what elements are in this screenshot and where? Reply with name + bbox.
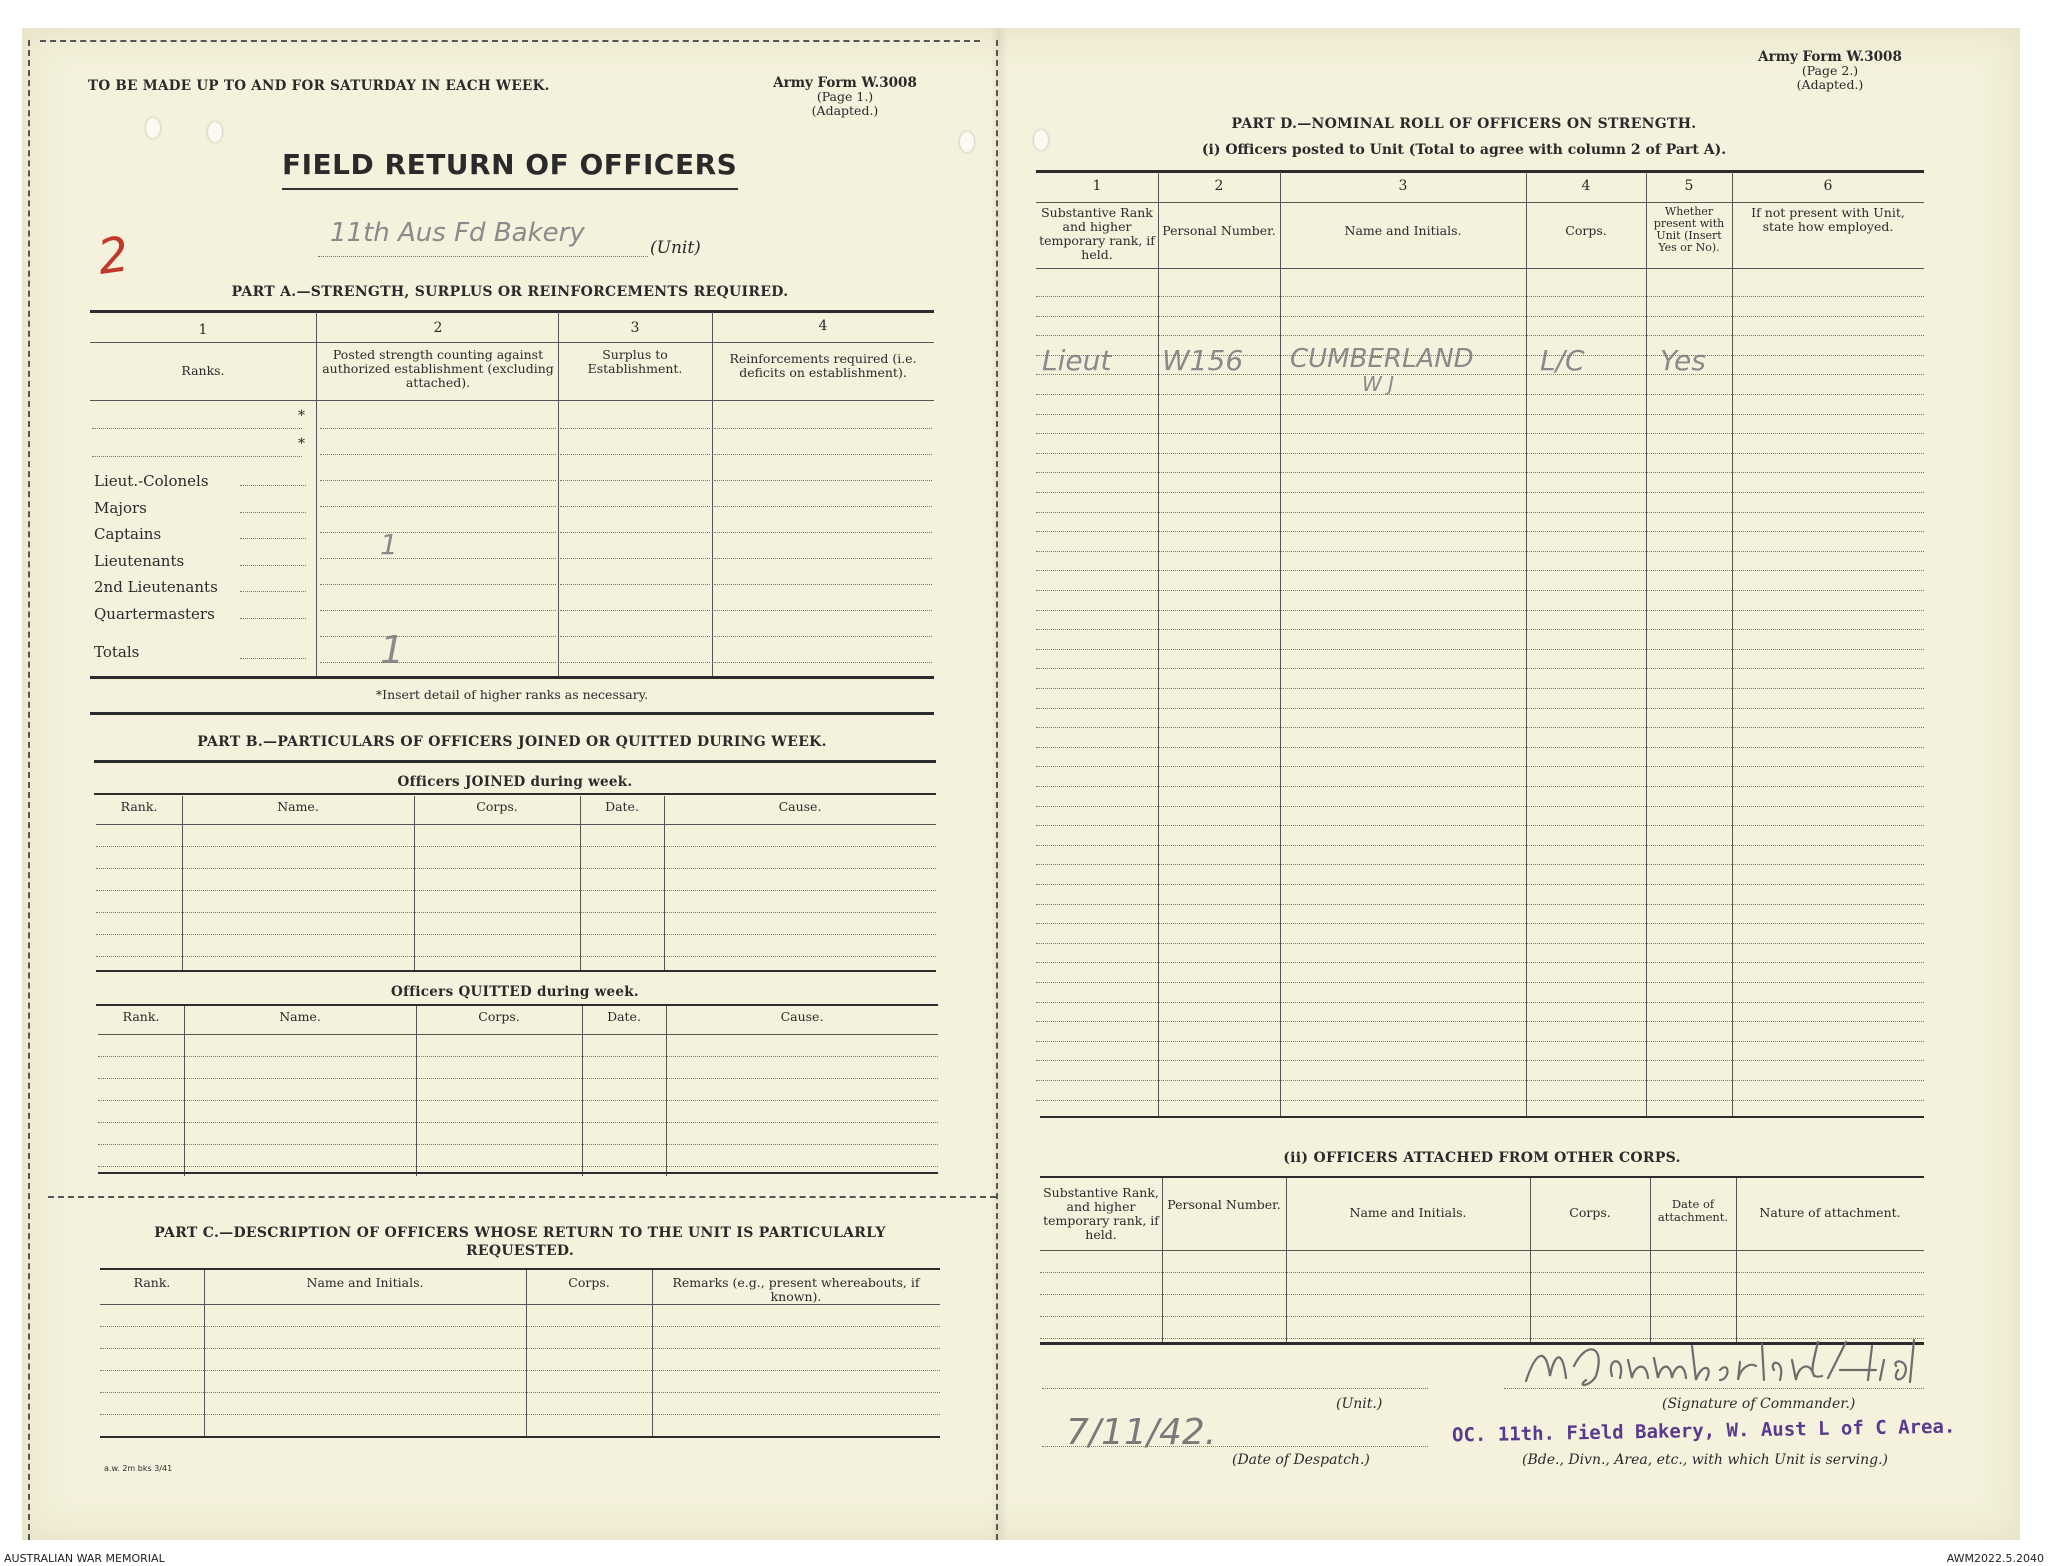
part-a-header-rule [90,400,934,401]
part-a-row-dots [714,428,932,429]
part-a-row-dots [714,610,932,611]
partc-row-dots [100,1370,940,1371]
joined-row-dots [96,956,936,957]
signature-line [1504,1388,1924,1389]
part-d-row-dots [1036,551,1924,552]
part-a-row-dots [560,454,710,455]
punch-hole [960,132,974,152]
signature-label: (Signature of Commander.) [1662,1396,1856,1412]
part-a-footnote: *Insert detail of higher ranks as necessary. [375,687,649,702]
lieutenants-value: 1 [380,528,398,561]
despatch-date: 7/11/42. [1066,1412,1217,1453]
quitted-col-header: Cause. [780,1009,824,1024]
center-perforation [996,40,998,1540]
quitted-row-dots [98,1144,938,1145]
part-a-row-dots [714,584,932,585]
part-a-row-dots [320,506,556,507]
col-header-posted: Posted strength counting against authorized establishment (excluding attached). [322,347,554,390]
footer-accession: AWM2022.5.2040 [1946,1552,2044,1565]
part-a-row-dots [560,428,710,429]
part-d-row-dots [1036,962,1924,963]
attached-col-header: Nature of attachment. [1759,1205,1901,1220]
part-d-row-dots [1036,884,1924,885]
joined-col-line [580,796,581,972]
form-adapted: (Adapted.) [811,103,879,118]
quitted-col-header: Date. [607,1009,641,1024]
date-label: (Date of Despatch.) [1232,1452,1370,1468]
attached-col-header: Corps. [1569,1205,1611,1220]
part-a-row-dots [560,662,710,663]
quitted-row-dots [98,1078,938,1079]
joined-row-dots [96,934,936,935]
rank-leader-dots [240,485,306,486]
part-c-top-rule [100,1268,940,1270]
rank-leader-dots [240,512,306,513]
part-a-row-dots [560,480,710,481]
part-d-row-dots [1036,806,1924,807]
part-d-row-dots [1036,1021,1924,1022]
entry-corps: L/C [1540,344,1585,377]
part-a-row-dots [320,636,556,637]
quitted-col-line [416,1006,417,1176]
part-a-row-dots [320,662,556,663]
part-b-top-rule [94,760,936,763]
part-a-row-dots [560,584,710,585]
quitted-row-dots [98,1166,938,1167]
part-a-heading: PART A.—STRENGTH, SURPLUS OR REINFORCEMENTS REQUIRED. [231,284,789,300]
joined-col-header: Name. [277,799,319,814]
quitted-col-header: Name. [279,1009,321,1024]
part-d-num-rule [1036,202,1924,203]
form-adapted: (Adapted.) [1796,77,1864,92]
part-d-col-number: 6 [1823,178,1833,194]
part-d-row-dots [1036,747,1924,748]
part-d-row-dots [1036,316,1924,317]
left-perforation [28,40,30,1540]
part-c-perforation [48,1196,996,1198]
part-d-row-dots [1036,923,1924,924]
quitted-col-header: Rank. [122,1009,160,1024]
part-c-heading-line1: PART C.—DESCRIPTION OF OFFICERS WHOSE RETURN TO THE UNIT IS PARTICULARLY [154,1225,886,1241]
unit-label: (Unit) [650,238,701,258]
rank-leader-dots [240,538,306,539]
col-header-ranks: Ranks. [181,363,225,378]
quitted-title: Officers QUITTED during week. [391,984,639,1000]
part-a-row-dots [320,610,556,611]
partc-row-dots [100,1348,940,1349]
part-a-row-dots [560,636,710,637]
part-a-col-number: 4 [818,318,828,334]
part-d-col-number: 1 [1092,178,1102,194]
unit-stamp: OC. 11th. Field Bakery, W. Aust L of C Area. [1451,1415,1956,1447]
part-a-row-dots [560,532,710,533]
part-d-col-line [1732,172,1733,1116]
joined-col-header: Rank. [120,799,158,814]
part-a-col-number: 3 [630,320,640,336]
unit-dots [318,256,648,257]
part-d-row-dots [1036,610,1924,611]
part-d-row-dots [1036,335,1924,336]
punch-hole [146,118,160,138]
attached-col-line [1162,1178,1163,1342]
part-d-col-header: If not present with Unit, state how employed. [1751,205,1905,234]
joined-title: Officers JOINED during week. [397,774,633,790]
part-d-row-dots [1036,531,1924,532]
part-d-row-dots [1036,845,1924,846]
part-a-vline [316,312,317,678]
part-a-row-dots [320,454,556,455]
joined-row-dots [96,846,936,847]
col-header-surplus: Surplus to Establishment. [587,347,683,376]
part-d-row-dots [1036,825,1924,826]
part-d-col-number: 3 [1398,178,1408,194]
part-c-heading-line2: REQUESTED. [465,1243,575,1259]
partc-row-dots [100,1326,940,1327]
asterisk: * [298,436,305,452]
part-d-row-dots [1036,374,1924,375]
part-a-row-dots [714,636,932,637]
part-a-col-number: 2 [433,320,443,336]
quitted-col-line [184,1006,185,1176]
partc-row-dots [100,1414,940,1415]
joined-header-rule [96,824,936,825]
part-a-bottom-rule [90,676,934,679]
form-id-right [1750,50,1910,92]
part-d-col-number: 5 [1684,178,1694,194]
attached-row-dots [1040,1294,1924,1295]
quitted-col-line [582,1006,583,1176]
attached-col-line [1530,1178,1531,1342]
rank-dots [92,428,302,429]
entry-rank: Lieut [1042,344,1112,377]
quitted-col-header: Corps. [478,1009,520,1024]
rank-dots [92,456,302,457]
part-d-col-number: 4 [1581,178,1591,194]
partc-col-line [526,1270,527,1436]
part-d-col-line [1280,172,1281,1116]
totals-leader-dots [240,658,306,659]
ranks-list [94,468,218,628]
part-d-row-dots [1036,1002,1924,1003]
quitted-row-dots [98,1100,938,1101]
page-fold [990,28,1008,1540]
part-a-row-dots [320,584,556,585]
part-a-row-dots [714,558,932,559]
part-a-col-number: 1 [198,322,208,338]
part-d-row-dots [1036,433,1924,434]
part-d-row-dots [1036,668,1924,669]
joined-col-header: Cause. [778,799,822,814]
title-underline [282,188,738,190]
rank-label: 2nd Lieutenants [94,578,218,597]
top-left-perforation [40,40,980,42]
part-a-row-dots [714,662,932,663]
unit-handwritten: 11th Aus Fd Bakery [330,218,585,248]
part-a-num-rule [90,342,934,343]
form-id-left [770,76,920,118]
part-d-row-dots [1036,296,1924,297]
part-a-row-dots [714,506,932,507]
part-d-row-dots [1036,1100,1924,1101]
attached-col-line [1736,1178,1737,1342]
form-page: (Page 1.) [816,89,874,104]
part-d-row-dots [1036,708,1924,709]
form-id: Army Form W.3008 [773,75,917,91]
joined-col-line [414,796,415,972]
part-d-col-line [1646,172,1647,1116]
partc-header-rule [100,1304,940,1305]
signature-graphic [1516,1336,1926,1396]
part-d-row-dots [1036,1060,1924,1061]
attached-header-rule [1040,1250,1924,1251]
part-d-row-dots [1036,864,1924,865]
entry-number: W156 [1162,344,1244,377]
date-line [1042,1446,1428,1447]
attached-col-line [1650,1178,1651,1342]
joined-col-header: Corps. [476,799,518,814]
rank-leader-dots [240,591,306,592]
part-d-row-dots [1036,688,1924,689]
part-d-col-header: Name and Initials. [1344,223,1462,238]
part-d-row-dots [1036,355,1924,356]
part-d-row-dots [1036,766,1924,767]
part-d-row-dots [1036,904,1924,905]
part-a-row-dots [320,532,556,533]
attached-col-header: Substantive Rank, and higher temporary rank, if held. [1043,1185,1159,1242]
part-a-vline [558,312,559,678]
part-d-row-dots [1036,786,1924,787]
part-d-row-dots [1036,1080,1924,1081]
rank-label: Captains [94,525,162,544]
asterisk: * [298,408,305,424]
partc-col-line [204,1270,205,1436]
part-d-row-dots [1036,982,1924,983]
part-d-sub-ii: (ii) OFFICERS ATTACHED FROM OTHER CORPS. [1283,1150,1681,1166]
partc-col-header: Corps. [568,1275,610,1290]
quitted-row-dots [98,1122,938,1123]
top-note: TO BE MADE UP TO AND FOR SATURDAY IN EACH WEEK. [88,78,550,94]
joined-col-header: Date. [605,799,639,814]
rank-leader-dots [240,565,306,566]
part-d-col-line [1526,172,1527,1116]
part-d-col-number: 2 [1214,178,1224,194]
rank-leader-dots [240,618,306,619]
part-d-col-header: Whether present with Unit (Insert Yes or No). [1653,205,1725,254]
part-d-row-dots [1036,943,1924,944]
bde-label: (Bde., Divn., Area, etc., with which Unit is serving.) [1522,1452,1889,1468]
attached-row-dots [1040,1338,1924,1339]
part-d-row-dots [1036,512,1924,513]
part-a-row-dots [560,610,710,611]
part-d-row-dots [1036,492,1924,493]
part-d-col-header: Personal Number. [1162,223,1276,238]
entry-name: CUMBERLAND [1290,344,1474,374]
partc-col-header: Name and Initials. [306,1275,424,1290]
part-c-bottom-rule [100,1436,940,1438]
rank-label: Lieutenants [94,551,185,570]
part-d-row-dots [1036,453,1924,454]
partc-col-header: Rank. [133,1275,171,1290]
part-d-row-dots [1036,472,1924,473]
margin-mark: 2 [94,226,133,286]
part-a-row-dots [714,454,932,455]
joined-rule [94,793,936,795]
part-d-col-header: Corps. [1565,223,1607,238]
part-a-top-rule [90,310,934,313]
attached-col-header: Name and Initials. [1349,1205,1467,1220]
part-a-row-dots [560,558,710,559]
form-id: Army Form W.3008 [1758,49,1902,65]
rank-label: Lieut.-Colonels [94,472,209,490]
part-d-row-dots [1036,394,1924,395]
quitted-header-rule [98,1034,938,1035]
form-page: (Page 2.) [1801,63,1859,78]
part-a-row-dots [714,480,932,481]
part-a-row-dots [560,506,710,507]
footer-institution: AUSTRALIAN WAR MEMORIAL [4,1552,165,1565]
quitted-bottom-rule [98,1172,938,1174]
part-c-heading [100,1224,940,1260]
part-d-top-rule [1036,170,1924,173]
attached-col-header: Date of attachment. [1657,1197,1729,1224]
joined-bottom-rule [96,970,936,972]
part-d-col-line [1158,172,1159,1116]
partc-col-header: Remarks (e.g., present whereabouts, if known). [672,1275,920,1304]
part-d-row-dots [1036,727,1924,728]
part-d-row-dots [1036,629,1924,630]
part-d-bottom-rule [1040,1116,1924,1118]
part-a-footnote-rule [90,712,934,715]
totals-label: Totals [94,643,140,661]
attached-col-line [1286,1178,1287,1342]
part-a-row-dots [320,558,556,559]
unit-line [1042,1388,1428,1389]
part-d-row-dots [1036,570,1924,571]
quitted-row-dots [98,1056,938,1057]
entry-initials: W J [1362,372,1395,396]
joined-row-dots [96,890,936,891]
part-d-heading: PART D.—NOMINAL ROLL OF OFFICERS ON STRENGTH. [1231,116,1697,132]
joined-col-line [182,796,183,972]
rank-label: Majors [94,498,147,517]
printer-mark: a.w. 2m bks 3/41 [104,1464,173,1473]
punch-hole [208,122,222,142]
part-a-row-dots [714,532,932,533]
entry-present: Yes [1660,344,1706,377]
joined-row-dots [96,912,936,913]
attached-row-dots [1040,1316,1924,1317]
partc-row-dots [100,1392,940,1393]
part-b-heading: PART B.—PARTICULARS OF OFFICERS JOINED OR QUITTED DURING WEEK. [197,734,827,750]
part-d-col-header: Substantive Rank and higher temporary rank, if held. [1039,205,1155,262]
part-d-sub-i: (i) Officers posted to Unit (Total to agree with column 2 of Part A). [1201,142,1727,158]
part-a-row-dots [320,428,556,429]
quitted-col-line [666,1006,667,1176]
joined-col-line [664,796,665,972]
part-d-row-dots [1036,649,1924,650]
part-a-row-dots [320,480,556,481]
part-d-row-dots [1036,1041,1924,1042]
part-d-row-dots [1036,590,1924,591]
attached-col-header: Personal Number. [1167,1197,1281,1212]
attached-row-dots [1040,1272,1924,1273]
page-title: FIELD RETURN OF OFFICERS [282,148,738,181]
part-d-row-dots [1036,414,1924,415]
commander-signature [1516,1336,1926,1396]
joined-row-dots [96,868,936,869]
col-header-reinforcements: Reinforcements required (i.e. deficits on establishment). [729,351,917,380]
part-d-header-rule [1036,268,1924,269]
part-a-vline [712,312,713,678]
totals-value: 1 [380,628,405,672]
unit-label-right: (Unit.) [1336,1396,1383,1412]
rank-label: Quartermasters [94,604,215,623]
quitted-rule [96,1004,938,1006]
attached-top-rule [1040,1176,1924,1178]
